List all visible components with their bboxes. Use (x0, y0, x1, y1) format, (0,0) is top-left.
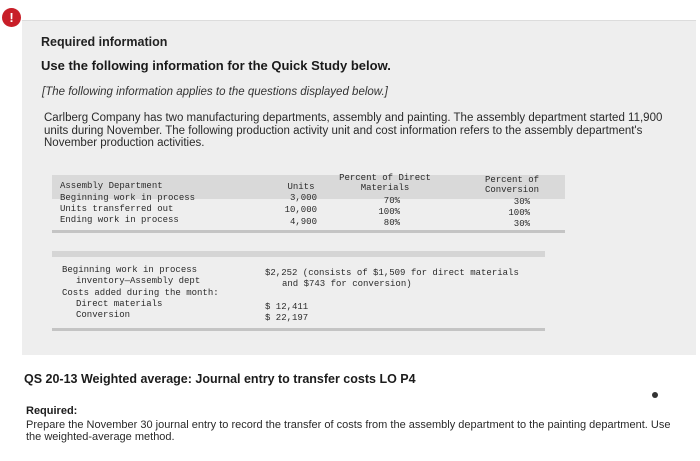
direct-materials-value: $ 12,411 (265, 302, 309, 312)
applies-note: [The following information applies to the questions displayed below.] (42, 86, 388, 98)
required-line-1: Prepare the November 30 journal entry to record the transfer of costs from the assembly department to the painting department. Use (26, 419, 671, 431)
intro-line-2: units during November. The following production activity unit and cost information refers to the assembly department's (44, 124, 643, 137)
row-conversion: 100% (508, 208, 530, 218)
costs-added-label: Costs added during the month: (62, 288, 219, 298)
direct-materials-header-2: Materials (360, 183, 410, 193)
row-label: Units transferred out (60, 204, 174, 214)
conversion-header-1: Percent of (484, 175, 539, 185)
row-label: Beginning work in process (60, 193, 196, 203)
production-table-bottom-rule (52, 230, 565, 233)
exclamation-icon: ! (2, 8, 21, 27)
row-materials: 70% (383, 196, 400, 206)
bwip-value-1: $2,252 (consists of $1,509 for direct materials (265, 268, 519, 278)
cost-table-header-bar (52, 251, 545, 257)
required-label: Required: (26, 405, 78, 417)
row-label: Ending work in process (60, 215, 179, 225)
instruction-heading: Use the following information for the Quick Study below. (41, 58, 391, 73)
mouse-cursor-icon (652, 392, 658, 398)
bwip-value-2: and $743 for conversion) (282, 279, 412, 289)
intro-paragraph (44, 112, 684, 150)
quick-study-title: QS 20-13 Weighted average: Journal entry to transfer costs LO P4 (24, 372, 416, 386)
cost-table-bottom-rule (52, 328, 545, 331)
intro-line-1: Carlberg Company has two manufacturing departments, assembly and painting. The assembly department started 11,900 (44, 112, 663, 124)
row-conversion: 30% (513, 197, 530, 207)
direct-materials-label: Direct materials (76, 299, 163, 309)
conversion-header-2: Conversion (484, 185, 539, 195)
row-conversion: 30% (513, 219, 530, 229)
conversion-label: Conversion (76, 310, 131, 320)
row-materials: 100% (378, 207, 400, 217)
units-header: Units (287, 182, 315, 192)
row-materials: 80% (383, 218, 400, 228)
required-line-2: the weighted-average method. (26, 431, 175, 443)
assembly-dept-header: Assembly Department (60, 181, 163, 191)
direct-materials-header-1: Percent of Direct (339, 173, 431, 183)
bwip-label-2: inventory—Assembly dept (76, 276, 201, 286)
conversion-value: $ 22,197 (265, 313, 309, 323)
row-units: 10,000 (284, 205, 317, 215)
row-units: 3,000 (289, 193, 317, 203)
row-units: 4,900 (289, 217, 317, 227)
required-instructions (26, 419, 686, 443)
bwip-label-1: Beginning work in process (62, 265, 198, 275)
intro-line-3: November production activities. (44, 137, 205, 149)
required-information-title: Required information (41, 35, 168, 49)
